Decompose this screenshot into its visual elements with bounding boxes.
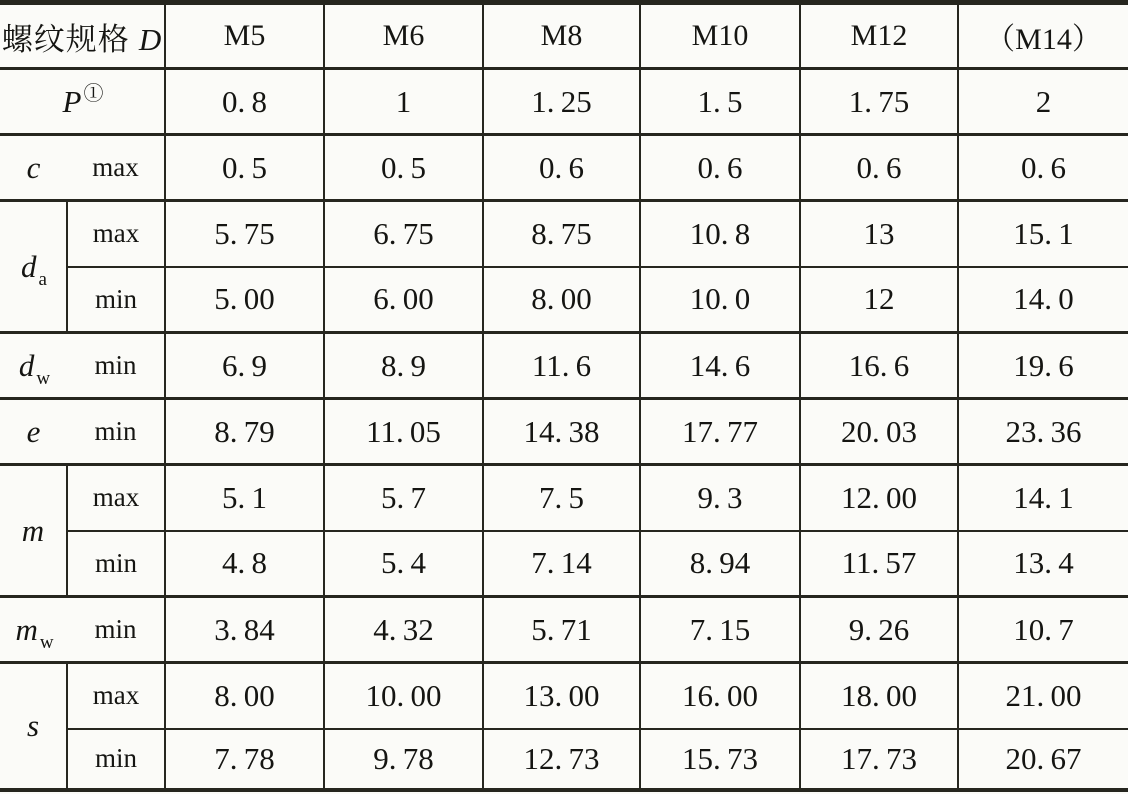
limit-label: min [67, 729, 165, 790]
table-corner-label [0, 3, 165, 69]
value-cell: 11. 6 [483, 333, 640, 399]
row-da-max [0, 201, 1128, 267]
limit-label: min [67, 399, 165, 465]
value-cell: 8. 75 [483, 201, 640, 267]
value-cell: 1. 75 [800, 69, 958, 135]
row-s-min [0, 729, 1128, 790]
value-cell: 17. 77 [640, 399, 800, 465]
value-cell: 16. 6 [800, 333, 958, 399]
value-cell: 21. 00 [958, 663, 1128, 729]
value-cell: 10. 7 [958, 597, 1128, 663]
value-cell: 0. 5 [324, 135, 483, 201]
col-header-m8: M8 [483, 3, 640, 69]
value-cell: 8. 79 [165, 399, 324, 465]
value-cell: 11. 57 [800, 531, 958, 597]
value-cell: 12. 00 [800, 465, 958, 531]
limit-label: min [67, 597, 165, 663]
footnote-marker: ① [83, 82, 104, 105]
value-cell: 17. 73 [800, 729, 958, 790]
value-cell: 1. 5 [640, 69, 800, 135]
col-header-m5: M5 [165, 3, 324, 69]
limit-label: min [67, 267, 165, 333]
subscript-a: a [38, 268, 47, 290]
value-cell: 0. 6 [483, 135, 640, 201]
value-cell: 12. 73 [483, 729, 640, 790]
value-cell: 13. 00 [483, 663, 640, 729]
value-cell: 20. 03 [800, 399, 958, 465]
value-cell: 2 [958, 69, 1128, 135]
row-label-p [0, 69, 165, 135]
row-p [0, 69, 1128, 135]
limit-label: max [67, 663, 165, 729]
row-symbol-da: d a [0, 201, 67, 333]
row-symbol-c: c [0, 135, 67, 201]
subscript-w: w [39, 631, 54, 653]
col-header-m12: M12 [800, 3, 958, 69]
value-cell: 3. 84 [165, 597, 324, 663]
value-cell: 9. 26 [800, 597, 958, 663]
value-cell: 0. 6 [958, 135, 1128, 201]
limit-label: max [67, 135, 165, 201]
value-cell: 5. 7 [324, 465, 483, 531]
value-cell: 1. 25 [483, 69, 640, 135]
thread-spec-label: 螺纹规格 [1, 21, 130, 57]
limit-label: min [67, 531, 165, 597]
value-cell: 5. 71 [483, 597, 640, 663]
row-symbol-mw: m w [0, 597, 67, 663]
row-symbol-m: m [0, 465, 67, 597]
value-cell: 14. 1 [958, 465, 1128, 531]
subscript-w: w [36, 367, 51, 389]
value-cell: 5. 1 [165, 465, 324, 531]
col-header-m6: M6 [324, 3, 483, 69]
value-cell: 20. 67 [958, 729, 1128, 790]
value-cell: 9. 3 [640, 465, 800, 531]
symbol-p: P [62, 83, 82, 119]
row-symbol-e: e [0, 399, 67, 465]
row-da-min [0, 267, 1128, 333]
value-cell: 0. 5 [165, 135, 324, 201]
row-m-max [0, 465, 1128, 531]
value-cell: 8. 00 [165, 663, 324, 729]
row-symbol-s: s [0, 663, 67, 790]
value-cell: 6. 00 [324, 267, 483, 333]
value-cell: 10. 0 [640, 267, 800, 333]
value-cell: 7. 78 [165, 729, 324, 790]
value-cell: 5. 75 [165, 201, 324, 267]
symbol-D: D [138, 21, 163, 57]
value-cell: 13 [800, 201, 958, 267]
row-mw-min [0, 597, 1128, 663]
value-cell: 19. 6 [958, 333, 1128, 399]
value-cell: 0. 6 [640, 135, 800, 201]
value-cell: 13. 4 [958, 531, 1128, 597]
value-cell: 14. 6 [640, 333, 800, 399]
value-cell: 7. 15 [640, 597, 800, 663]
limit-label: max [67, 465, 165, 531]
value-cell: 4. 8 [165, 531, 324, 597]
value-cell: 5. 4 [324, 531, 483, 597]
header-row [0, 3, 1128, 69]
value-cell: 10. 00 [324, 663, 483, 729]
value-cell: 16. 00 [640, 663, 800, 729]
value-cell: 11. 05 [324, 399, 483, 465]
value-cell: 6. 75 [324, 201, 483, 267]
value-cell: 8. 94 [640, 531, 800, 597]
value-cell: 23. 36 [958, 399, 1128, 465]
row-e-min [0, 399, 1128, 465]
row-dw-min [0, 333, 1128, 399]
value-cell: 4. 32 [324, 597, 483, 663]
value-cell: 15. 73 [640, 729, 800, 790]
value-cell: 5. 00 [165, 267, 324, 333]
value-cell: 8. 9 [324, 333, 483, 399]
value-cell: 18. 00 [800, 663, 958, 729]
value-cell: 9. 78 [324, 729, 483, 790]
limit-label: min [67, 333, 165, 399]
row-symbol-dw: d w [0, 333, 67, 399]
row-m-min [0, 531, 1128, 597]
value-cell: 10. 8 [640, 201, 800, 267]
value-cell: 14. 38 [483, 399, 640, 465]
value-cell: 0. 6 [800, 135, 958, 201]
value-cell: 0. 8 [165, 69, 324, 135]
value-cell: 7. 14 [483, 531, 640, 597]
value-cell: 7. 5 [483, 465, 640, 531]
value-cell: 14. 0 [958, 267, 1128, 333]
value-cell: 8. 00 [483, 267, 640, 333]
value-cell: 15. 1 [958, 201, 1128, 267]
limit-label: max [67, 201, 165, 267]
col-header-m14: （M14） [958, 3, 1128, 69]
value-cell: 6. 9 [165, 333, 324, 399]
value-cell: 1 [324, 69, 483, 135]
col-header-m10: M10 [640, 3, 800, 69]
row-s-max [0, 663, 1128, 729]
value-cell: 12 [800, 267, 958, 333]
row-c-max [0, 135, 1128, 201]
